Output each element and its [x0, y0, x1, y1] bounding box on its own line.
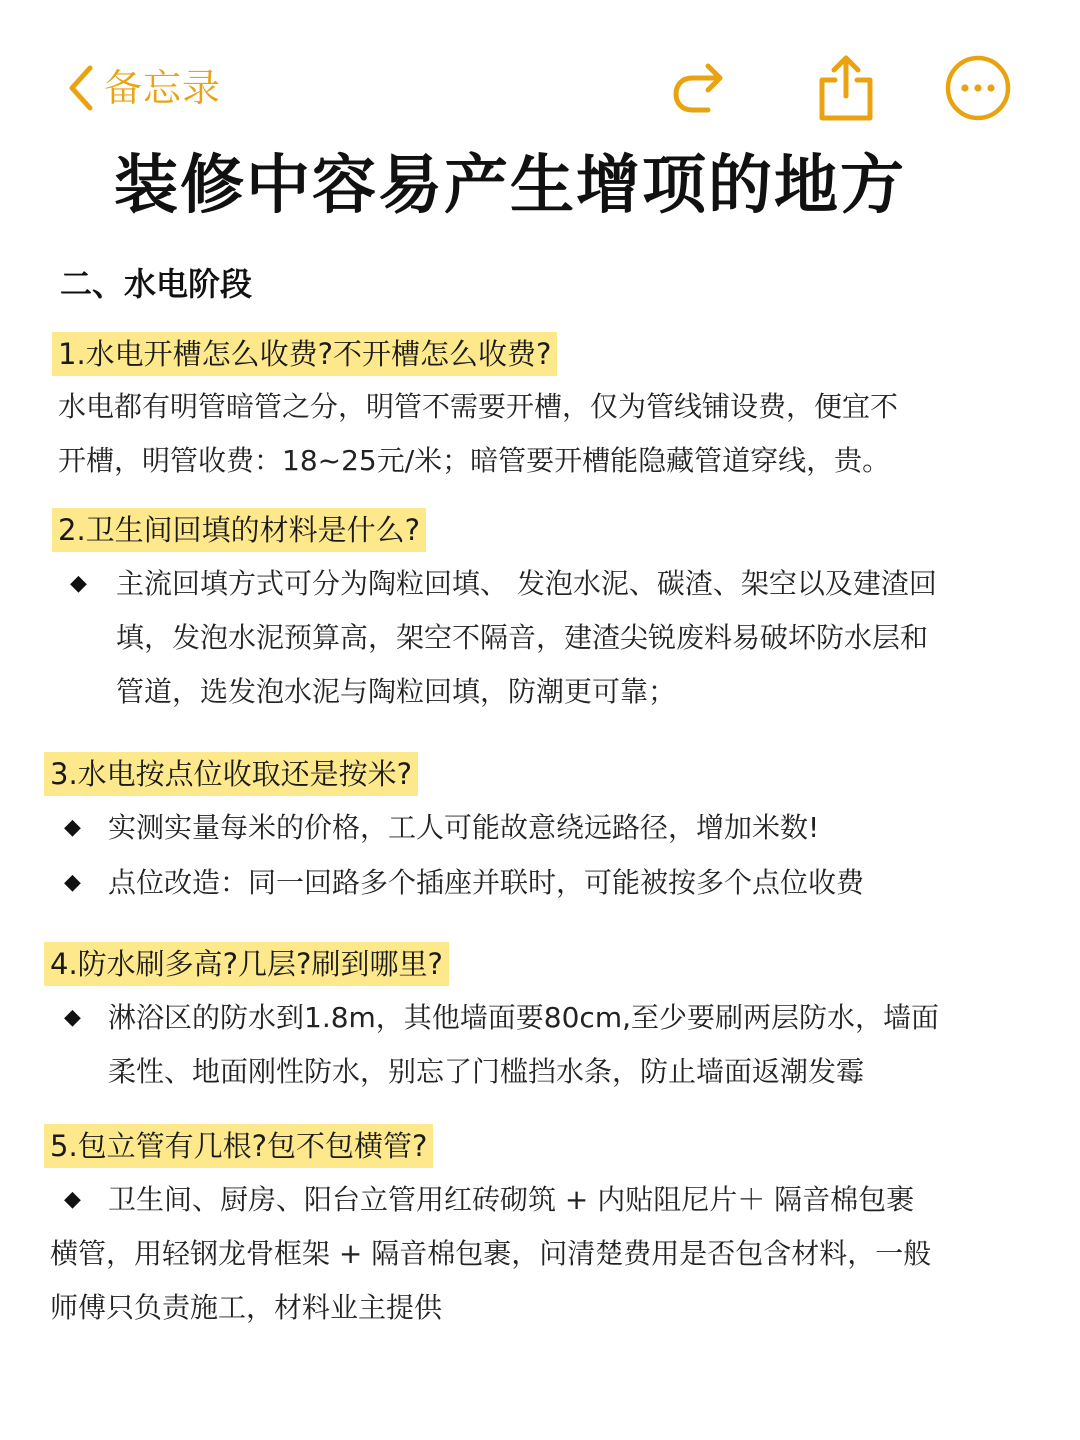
answer-5-line-2: 师傅只负责施工，材料业主提供 [50, 1291, 443, 1324]
question-4: 4.防水刷多高?几层?刷到哪里? [44, 942, 449, 986]
answer-2-line-2: 填，发泡水泥预算高，架空不隔音，建渣尖锐废料易破坏防水层和 [116, 621, 929, 654]
share-icon [816, 52, 876, 124]
answer-5-bullet-1: 卫生间、厨房、阳台立管用红砖砌筑 + 内贴阻尼片＋ 隔音棉包裹 [108, 1183, 915, 1216]
answer-4-line-1: 淋浴区的防水到1.8m，其他墙面要80cm,至少要刷两层防水，墙面 [108, 1001, 940, 1034]
answer-1-line-2: 开槽，明管收费：18~25元/米；暗管要开槽能隐藏管道穿线，贵。 [58, 444, 891, 477]
answer-2-line-3: 管道，选发泡水泥与陶粒回填，防潮更可靠； [116, 675, 677, 708]
answer-5-line-1: 横管，用轻钢龙骨框架 + 隔音棉包裹，问清楚费用是否包含材料，一般 [50, 1237, 932, 1270]
diamond-bullet-icon: ◆ [64, 1005, 81, 1030]
section-heading: 二、水电阶段 [60, 265, 253, 303]
question-3: 3.水电按点位收取还是按米? [44, 752, 418, 796]
answer-2-line-1: 主流回填方式可分为陶粒回填、 发泡水泥、碳渣、架空以及建渣回 [116, 567, 937, 600]
question-5: 5.包立管有几根?包不包横管? [44, 1124, 433, 1168]
diamond-bullet-icon: ◆ [70, 571, 87, 596]
diamond-bullet-icon: ◆ [64, 1187, 81, 1212]
diamond-bullet-icon: ◆ [64, 870, 81, 895]
nav-bar [0, 0, 1080, 150]
back-label: 备忘录 [104, 66, 222, 110]
more-button[interactable] [944, 54, 1012, 122]
question-2: 2.卫生间回填的材料是什么? [52, 508, 426, 552]
back-button[interactable] [66, 58, 221, 118]
answer-3-bullet-2: 点位改造：同一回路多个插座并联时，可能被按多个点位收费 [108, 866, 865, 899]
redo-button[interactable] [668, 58, 732, 118]
note-title: 装修中容易产生增项的地方 [114, 149, 906, 223]
more-icon [944, 54, 1012, 122]
chevron-left-icon [66, 62, 96, 114]
answer-4-line-2: 柔性、地面刚性防水，别忘了门槛挡水条，防止墙面返潮发霉 [108, 1055, 865, 1088]
answer-3-bullet-1: 实测实量每米的价格，工人可能故意绕远路径，增加米数! [108, 811, 820, 844]
redo-icon [668, 58, 732, 118]
diamond-bullet-icon: ◆ [64, 815, 81, 840]
share-button[interactable] [816, 52, 876, 124]
answer-1-line-1: 水电都有明管暗管之分，明管不需要开槽，仅为管线铺设费，便宜不 [58, 390, 899, 423]
question-1: 1.水电开槽怎么收费?不开槽怎么收费? [52, 332, 557, 376]
